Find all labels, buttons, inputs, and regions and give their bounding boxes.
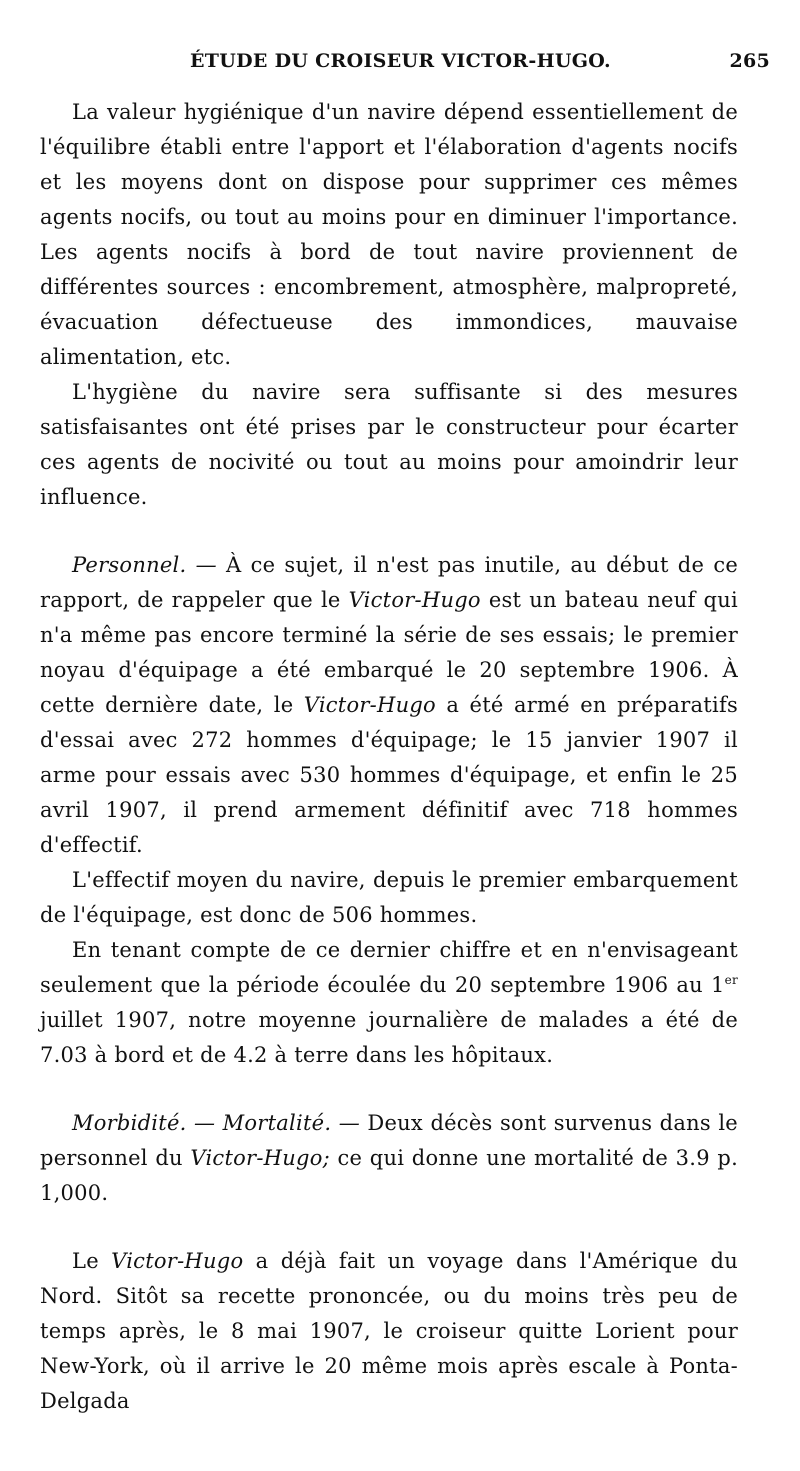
ship-name: Victor-Hugo xyxy=(303,693,436,717)
page-number: 265 xyxy=(729,50,770,72)
paragraph-morbidite: Morbidité. — Mortalité. — Deux décès sont survenus dans le personnel du Victor-Hugo; ce qui donne une mortalité de 3.9 p. 1,000. xyxy=(40,1111,739,1205)
body-text xyxy=(40,95,738,1419)
paragraph-effectif: L'effectif moyen du navire, depuis le premier embarquement de l'équipage, est donc de 506 hommes. xyxy=(40,868,738,927)
paragraph-personnel: Personnel. — À ce sujet, il n'est pas inutile, au début de ce rapport, de rappeler que le Victor-Hugo est un bateau neuf qui n'a même pas encore terminé la série de ses essais; le premier noyau d'équipage a été embarqué le 20 septembre 1906. À cette dernière date, le Victor-Hugo a été armé en préparatifs d'essai avec 272 hommes d'équipage; le 15 janvier 1907 il arme pour essais avec 530 hommes d'équipage, et enfin le 25 avril 1907, il prend armement définitif avec 718 hommes d'effectif. xyxy=(40,553,739,857)
paragraph-hygiene-value: La valeur hygiénique d'un navire dépend essentiellement de l'équilibre établi entre l'apport et l'élaboration d'agents nocifs et les moyens dont on dispose pour supprimer ces mêmes agents nocifs, ou tout au moins pour en diminuer l'importance. Les agents nocifs à bord de tout navire proviennent de différentes sources : encombrement, atmosphère, malpropreté, évacuation défectueuse des immondices, mauvaise alimentation, etc. xyxy=(40,100,738,369)
ship-name: Victor-Hugo xyxy=(111,1249,244,1273)
paragraph-hygiene-sufficient: L'hygiène du navire sera suffisante si des mesures satisfaisantes ont été prises par le constructeur pour écarter ces agents de nocivité ou tout au moins pour amoindrir leur influence. xyxy=(40,380,738,509)
ordinal-superscript: er xyxy=(724,973,738,987)
section-label-personnel: Personnel. — xyxy=(72,553,217,577)
ship-name: Victor-Hugo; xyxy=(190,1146,330,1170)
paragraph-malades: En tenant compte de ce dernier chiffre et en n'envisageant seulement que la période écoulée du 20 septembre 1906 au 1er juillet 1907, notre moyenne journalière de malades a été de 7.03 à bord et de 4.2 à terre dans les hôpitaux. xyxy=(40,938,738,1067)
paragraph-voyage: Le Victor-Hugo a déjà fait un voyage dans l'Amérique du Nord. Sitôt sa recette prononcée, ou du moins très peu de temps après, le 8 mai 1907, le croiseur quitte Lorient pour New-York, où il arrive le 20 même mois après escale à Ponta-Delgada xyxy=(40,1249,738,1413)
section-label-morbidite: Morbidité. — Mortalité. — xyxy=(72,1111,360,1135)
running-title: ÉTUDE DU CROISEUR VICTOR-HUGO. xyxy=(190,50,611,72)
ship-name: Victor-Hugo xyxy=(348,588,481,612)
